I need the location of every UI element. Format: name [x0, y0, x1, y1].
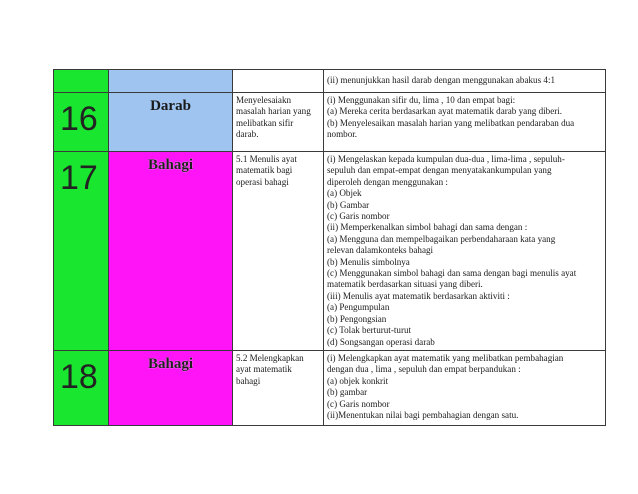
standard-line: melibatkan sifir — [236, 117, 294, 128]
objective-line: nombor. — [327, 129, 358, 140]
week-number: 16 — [60, 100, 98, 138]
objective-line: (b) Pengongsian — [327, 313, 387, 324]
objective-line: (b) Menyelesaikan masalah harian yang melibatkan pendaraban dua — [327, 117, 575, 128]
week-number: 18 — [60, 358, 98, 396]
objective-line: (ii)Menentukan nilai bagi pembahagian dengan satu. — [327, 410, 519, 421]
standard-line: ayat matematik — [236, 364, 292, 375]
topic-label: Darab — [150, 98, 191, 114]
standard-cell — [233, 152, 324, 351]
topic-cell — [109, 70, 233, 93]
objective-line: diperoleh dengan menggunakan : — [327, 176, 448, 187]
objective-line: (iii) Menulis ayat matematik berdasarkan aktiviti : — [327, 290, 510, 301]
objective-line: (a) Mereka cerita berdasarkan ayat matematik darab yang diberi. — [327, 106, 563, 117]
objective-line: (i) Mengelaskan kepada kumpulan dua-dua , lima-lima , sepuluh- — [327, 154, 565, 164]
standard-line: 5.2 Melengkapkan — [236, 353, 304, 363]
week-number: 17 — [60, 159, 98, 197]
objective-line: sepuluh dan empat-empat dengan menyatakankumpulan yang — [327, 165, 552, 176]
objective-line: (a) objek konkrit — [327, 375, 389, 386]
topic-cell — [109, 152, 233, 351]
week-cell — [54, 152, 109, 351]
objective-line: (c) Tolak berturut-turut — [327, 325, 412, 336]
standard-cell — [233, 93, 324, 152]
objective-line: (i) Menggunakan sifir du, lima , 10 dan empat bagi: — [327, 95, 516, 105]
objectives-cell — [324, 93, 606, 152]
standard-line: bahagi — [236, 375, 261, 386]
standard-line: Menyelesaiakn — [236, 95, 292, 105]
standard-line: operasi bahagi — [236, 176, 289, 187]
standard-line: matematik bagi — [236, 165, 293, 176]
table-row-week-18 — [54, 351, 606, 426]
lesson-plan-table — [53, 69, 606, 426]
table-row-week-16 — [54, 93, 606, 152]
standard-line: masalah harian yang — [236, 106, 311, 117]
objective-line: relevan dalamkonteks bahagi — [327, 245, 434, 256]
table-row-continuation — [54, 70, 606, 93]
objective-line: (a) Pengumpulan — [327, 302, 390, 313]
topic-label: Bahagi — [147, 356, 193, 372]
objective-line: (c) Garis nombor — [327, 398, 390, 409]
objective-line: (b) gambar — [327, 387, 368, 398]
objectives-cell — [324, 351, 606, 426]
objective-line: matematik berdasarkan situasi yang diberi. — [327, 279, 483, 290]
objectives-cell — [324, 70, 606, 93]
standard-line: darab. — [236, 129, 259, 140]
week-cell — [54, 351, 109, 426]
objective-line: (i) Melengkapkan ayat matematik yang melibatkan pembahagian — [327, 353, 564, 363]
objective-line: (c) Menggunakan simbol bahagi dan sama dengan bagi menulis ayat — [327, 268, 577, 279]
objective-line: (b) Menulis simbolnya — [327, 256, 410, 267]
week-cell — [54, 93, 109, 152]
standard-cell — [233, 70, 324, 93]
objective-line: (d) Songsangan operasi darab — [327, 336, 435, 347]
table-row-week-17 — [54, 152, 606, 351]
objective-line: (ii) menunjukkan hasil darab dengan menggunakan abakus 4:1 — [327, 75, 556, 85]
topic-label: Bahagi — [147, 157, 193, 173]
objective-line: (c) Garis nombor — [327, 211, 390, 222]
standard-line: 5.1 Menulis ayat — [236, 154, 297, 164]
objective-line: (b) Gambar — [327, 199, 370, 210]
objective-line: (a) Mengguna dan mempelbagaikan perbendaharaan kata yang — [327, 233, 556, 244]
lesson-plan-body — [54, 70, 606, 426]
topic-cell — [109, 351, 233, 426]
week-cell — [54, 70, 109, 93]
objective-line: dengan dua , lima , sepuluh dan empat berpandukan : — [327, 364, 521, 375]
topic-cell — [109, 93, 233, 152]
objectives-cell — [324, 152, 606, 351]
objective-line: (a) Objek — [327, 188, 362, 199]
objective-line: (ii) Memperkenalkan simbol bahagi dan sama dengan : — [327, 222, 528, 233]
standard-cell — [233, 351, 324, 426]
